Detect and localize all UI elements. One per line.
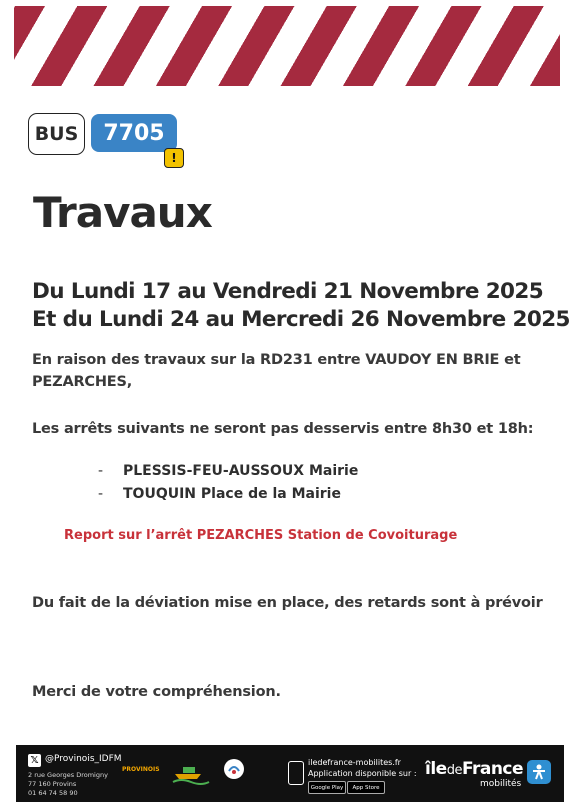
stop-name: PLESSIS-FEU-AUSSOUX Mairie: [123, 463, 359, 479]
date-line-2: Et du Lundi 24 au Mercredi 26 Novembre 2025: [32, 307, 570, 332]
thanks-text: Merci de votre compréhension.: [32, 684, 281, 700]
app-info: [308, 757, 417, 779]
social-handle[interactable]: @Provinois_IDFM: [45, 754, 122, 764]
report-text: Report sur l’arrêt PEZARCHES Station de Covoiturage: [64, 528, 458, 543]
reason-text: En raison des travaux sur la RD231 entre VAUDOY EN BRIE et PEZARCHES,: [32, 352, 521, 390]
list-bullet: -: [98, 463, 104, 479]
google-play-badge[interactable]: Google Play: [308, 781, 346, 794]
date-block: [32, 278, 570, 334]
notice-title: Travaux: [33, 188, 212, 237]
partner-circle-logo: [224, 759, 244, 779]
warning-icon: !: [164, 148, 184, 168]
footer-bar: [16, 745, 564, 802]
app-store-badge[interactable]: App Store: [347, 781, 385, 794]
x-logo-icon[interactable]: 𝕏: [28, 754, 41, 767]
idf-brand-ile: île: [425, 759, 447, 779]
date-line-1: Du Lundi 17 au Vendredi 21 Novembre 2025: [32, 279, 544, 304]
stops-list: [98, 460, 358, 506]
idf-mobilites-subtitle: mobilités: [480, 779, 522, 789]
address-line-2: 77 160 Provins: [28, 780, 77, 788]
hazard-stripes-banner: [14, 6, 560, 86]
app-availability-text: Application disponible sur :: [308, 769, 417, 778]
address-line-1: 2 rue Georges Dromigny: [28, 771, 108, 779]
list-bullet: -: [98, 486, 104, 502]
phone-number: 01 64 74 58 90: [28, 789, 78, 797]
smartphone-icon: [288, 761, 304, 785]
stops-intro-text: Les arrêts suivants ne seront pas desservis entre 8h30 et 18h:: [32, 421, 534, 437]
provinois-logo: PROVINOIS: [122, 766, 160, 773]
list-item: [98, 483, 358, 506]
contact-address: [28, 771, 108, 798]
bus-label-badge: BUS: [28, 113, 85, 155]
website-link[interactable]: iledefrance-mobilites.fr: [308, 758, 401, 767]
idf-mobilites-logo: [425, 759, 523, 779]
idf-brand-de: de: [446, 763, 462, 778]
partner-boat-logo: [171, 758, 211, 786]
stop-name: TOUQUIN Place de la Mairie: [123, 486, 341, 502]
line-number-badge: 7705: [91, 114, 177, 152]
delay-text: Du fait de la déviation mise en place, des retards sont à prévoir: [32, 595, 543, 611]
idf-brand-france: France: [461, 759, 524, 779]
list-item: [98, 460, 358, 483]
idf-person-icon: [527, 760, 551, 784]
